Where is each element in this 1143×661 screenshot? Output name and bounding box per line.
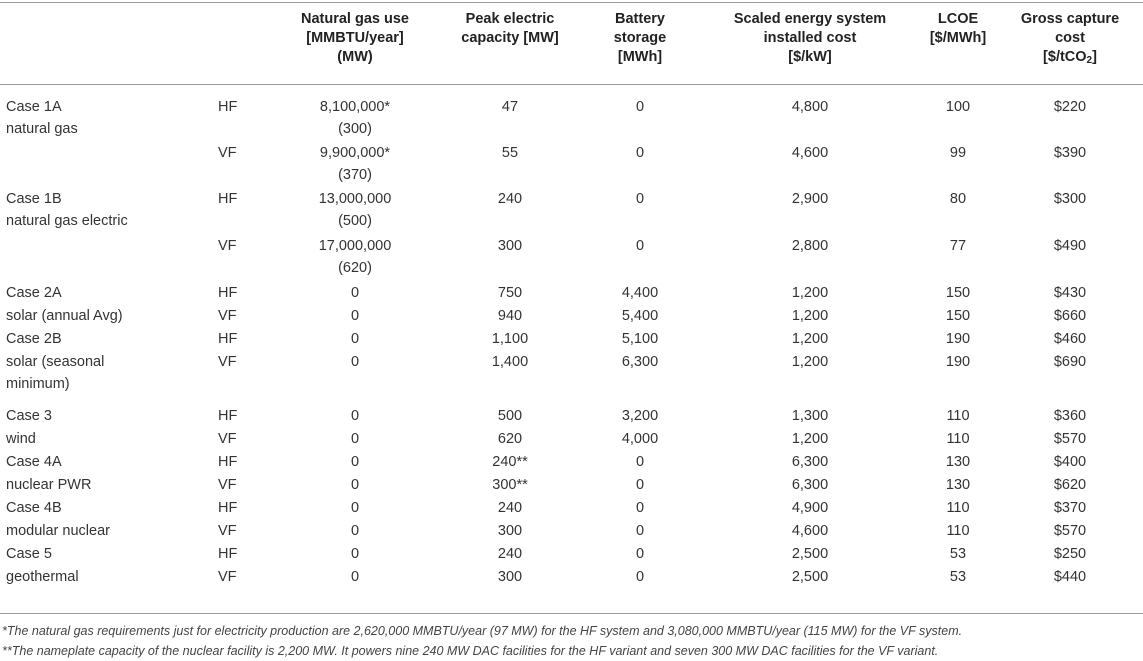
gross-cell: $390 <box>1053 145 1087 161</box>
gross-cell: $220 <box>1053 99 1087 115</box>
header-scaled-line-2: installed cost <box>763 30 857 46</box>
gas-cell: 0 <box>350 546 360 562</box>
footnote-natural-gas: *The natural gas requirements just for electricity production are 2,620,000 MMBTU/year (97 MW) for the HF system and 3,080,000 MMBTU/year (115 MW) for the VF system. <box>2 624 963 638</box>
header-bottom-rule <box>0 84 1143 85</box>
lcoe-cell: 110 <box>946 500 970 516</box>
gross-cell: $570 <box>1053 431 1087 447</box>
variant-cell: VF <box>218 354 237 370</box>
case-label: Case 5 <box>6 546 52 562</box>
scaled-cell: 2,800 <box>791 238 829 254</box>
peak-cell: 750 <box>497 285 523 301</box>
gas-cell: 0 <box>350 523 360 539</box>
scaled-cell: 1,200 <box>791 354 829 370</box>
gas-cell: (300) <box>338 121 372 137</box>
header-lcoe-line-1: LCOE <box>937 11 979 27</box>
lcoe-cell: 190 <box>945 354 971 370</box>
case-label: modular nuclear <box>6 523 110 539</box>
battery-cell: 0 <box>635 454 645 470</box>
header-gross-unit: [$/tCO <box>1043 49 1087 65</box>
table-top-rule <box>0 2 1143 3</box>
battery-cell: 0 <box>635 569 645 585</box>
case-label: nuclear PWR <box>6 477 92 493</box>
variant-cell: VF <box>218 145 237 161</box>
lcoe-cell: 110 <box>946 523 970 539</box>
lcoe-cell: 190 <box>945 331 971 347</box>
peak-cell: 300 <box>497 569 523 585</box>
header-gas-line-1: Natural gas use <box>301 11 409 27</box>
gas-cell: 0 <box>350 331 360 347</box>
variant-cell: HF <box>218 454 238 470</box>
scaled-cell: 1,200 <box>791 331 829 347</box>
variant-cell: HF <box>218 99 238 115</box>
gross-cell: $430 <box>1053 285 1087 301</box>
gas-cell: 13,000,000 <box>318 191 392 207</box>
battery-cell: 0 <box>635 191 645 207</box>
header-scaled-line-1: Scaled energy system <box>733 11 887 27</box>
gross-cell: $460 <box>1053 331 1087 347</box>
gross-cell: $300 <box>1053 191 1087 207</box>
gross-cell: $570 <box>1053 523 1087 539</box>
battery-cell: 5,400 <box>621 308 659 324</box>
gas-cell: 8,100,000* <box>319 99 391 115</box>
header-battery-line-3: [MWh] <box>617 49 663 65</box>
gross-cell: $360 <box>1053 408 1087 424</box>
peak-cell: 940 <box>497 308 523 324</box>
lcoe-cell: 99 <box>949 145 967 161</box>
case-label: minimum) <box>6 376 70 392</box>
peak-cell: 620 <box>497 431 523 447</box>
header-gross-line-2: cost <box>1055 30 1085 46</box>
gross-cell: $440 <box>1053 569 1087 585</box>
scaled-cell: 4,600 <box>791 145 829 161</box>
lcoe-cell: 130 <box>945 454 971 470</box>
gas-cell: 0 <box>350 408 360 424</box>
table-bottom-rule <box>0 613 1143 614</box>
lcoe-cell: 53 <box>949 546 967 562</box>
peak-cell: 47 <box>501 99 519 115</box>
header-gas-line-2: [MMBTU/year] <box>306 30 404 46</box>
scaled-cell: 1,300 <box>791 408 829 424</box>
variant-cell: HF <box>218 408 238 424</box>
variant-cell: HF <box>218 285 238 301</box>
gross-cell: $250 <box>1053 546 1087 562</box>
case-label: natural gas electric <box>6 213 128 229</box>
header-battery-line-2: storage <box>613 30 667 46</box>
variant-cell: VF <box>218 238 237 254</box>
header-lcoe-line-2: [$/MWh] <box>929 30 987 46</box>
scaled-cell: 6,300 <box>791 477 829 493</box>
scaled-cell: 1,200 <box>791 308 829 324</box>
battery-cell: 4,400 <box>621 285 659 301</box>
battery-cell: 0 <box>635 523 645 539</box>
gas-cell: (500) <box>338 213 372 229</box>
scaled-cell: 6,300 <box>791 454 829 470</box>
battery-cell: 0 <box>635 546 645 562</box>
peak-cell: 1,100 <box>491 331 529 347</box>
header-gross-line-1: Gross capture <box>1020 11 1120 27</box>
header-gross-line-3 <box>1010 48 1130 70</box>
case-label: Case 2A <box>6 285 62 301</box>
gas-cell: 0 <box>350 431 360 447</box>
battery-cell: 6,300 <box>621 354 659 370</box>
gas-cell: 0 <box>350 308 360 324</box>
scaled-cell: 4,600 <box>791 523 829 539</box>
gross-cell: $400 <box>1053 454 1087 470</box>
lcoe-cell: 100 <box>945 99 971 115</box>
battery-cell: 3,200 <box>621 408 659 424</box>
case-label: geothermal <box>6 569 79 585</box>
header-battery-storage <box>585 10 695 67</box>
lcoe-cell: 150 <box>945 308 971 324</box>
gas-cell: 0 <box>350 354 360 370</box>
gas-cell: 17,000,000 <box>318 238 392 254</box>
gas-cell: (620) <box>338 260 372 276</box>
case-label: Case 1A <box>6 99 62 115</box>
battery-cell: 4,000 <box>621 431 659 447</box>
battery-cell: 5,100 <box>621 331 659 347</box>
battery-cell: 0 <box>635 477 645 493</box>
variant-cell: VF <box>218 523 237 539</box>
case-label: wind <box>6 431 36 447</box>
gross-cell: $620 <box>1053 477 1087 493</box>
battery-cell: 0 <box>635 500 645 516</box>
gross-cell: $490 <box>1053 238 1087 254</box>
header-gross-capture-cost <box>1010 10 1130 70</box>
header-peak-line-1: Peak electric <box>465 11 555 27</box>
peak-cell: 240 <box>497 191 523 207</box>
case-label: Case 4A <box>6 454 62 470</box>
gas-cell: 9,900,000* <box>319 145 391 161</box>
case-label: Case 2B <box>6 331 62 347</box>
footnote-nuclear: **The nameplate capacity of the nuclear facility is 2,200 MW. It powers nine 240 MW DAC facilities for the HF variant and seven 300 MW DAC facilities for the VF variant. <box>2 644 939 658</box>
scaled-cell: 2,500 <box>791 569 829 585</box>
scaled-cell: 1,200 <box>791 431 829 447</box>
peak-cell: 300 <box>497 238 523 254</box>
header-gross-close: ] <box>1092 49 1097 65</box>
lcoe-cell: 110 <box>946 408 970 424</box>
variant-cell: HF <box>218 500 238 516</box>
gas-cell: 0 <box>350 500 360 516</box>
peak-cell: 300 <box>497 523 523 539</box>
variant-cell: VF <box>218 477 237 493</box>
lcoe-cell: 110 <box>946 431 970 447</box>
header-gross-subscript: 2 <box>1086 55 1093 66</box>
lcoe-cell: 150 <box>945 285 971 301</box>
header-scaled-energy-cost <box>720 10 900 67</box>
case-label: Case 4B <box>6 500 62 516</box>
header-lcoe <box>918 10 998 48</box>
header-natural-gas-use <box>275 10 435 67</box>
case-label: Case 3 <box>6 408 52 424</box>
battery-cell: 0 <box>635 145 645 161</box>
variant-cell: VF <box>218 431 237 447</box>
lcoe-cell: 77 <box>949 238 967 254</box>
gross-cell: $370 <box>1053 500 1087 516</box>
case-label: natural gas <box>6 121 78 137</box>
header-scaled-line-3: [$/kW] <box>788 49 832 65</box>
scaled-cell: 1,200 <box>791 285 829 301</box>
header-gas-line-3: (MW) <box>337 49 373 65</box>
gas-cell: 0 <box>350 454 360 470</box>
case-label: solar (annual Avg) <box>6 308 123 324</box>
peak-cell: 240 <box>497 546 523 562</box>
gas-cell: (370) <box>338 167 372 183</box>
header-battery-line-1: Battery <box>615 11 665 27</box>
header-peak-line-2: capacity [MW] <box>461 30 559 46</box>
variant-cell: HF <box>218 191 238 207</box>
lcoe-cell: 80 <box>949 191 967 207</box>
scaled-cell: 2,900 <box>791 191 829 207</box>
peak-cell: 500 <box>497 408 523 424</box>
scaled-cell: 2,500 <box>791 546 829 562</box>
header-peak-electric-capacity <box>445 10 575 48</box>
peak-cell: 300** <box>492 477 528 493</box>
battery-cell: 0 <box>635 238 645 254</box>
gas-cell: 0 <box>350 477 360 493</box>
peak-cell: 240 <box>497 500 523 516</box>
variant-cell: VF <box>218 308 237 324</box>
variant-cell: HF <box>218 546 238 562</box>
gas-cell: 0 <box>350 569 360 585</box>
peak-cell: 240** <box>492 454 528 470</box>
lcoe-cell: 130 <box>945 477 971 493</box>
scaled-cell: 4,900 <box>791 500 829 516</box>
gross-cell: $660 <box>1053 308 1087 324</box>
gross-cell: $690 <box>1053 354 1087 370</box>
variant-cell: VF <box>218 569 237 585</box>
case-label: solar (seasonal <box>6 354 105 370</box>
scaled-cell: 4,800 <box>791 99 829 115</box>
variant-cell: HF <box>218 331 238 347</box>
peak-cell: 1,400 <box>491 354 529 370</box>
case-label: Case 1B <box>6 191 62 207</box>
peak-cell: 55 <box>501 145 519 161</box>
lcoe-cell: 53 <box>949 569 967 585</box>
gas-cell: 0 <box>350 285 360 301</box>
battery-cell: 0 <box>635 99 645 115</box>
